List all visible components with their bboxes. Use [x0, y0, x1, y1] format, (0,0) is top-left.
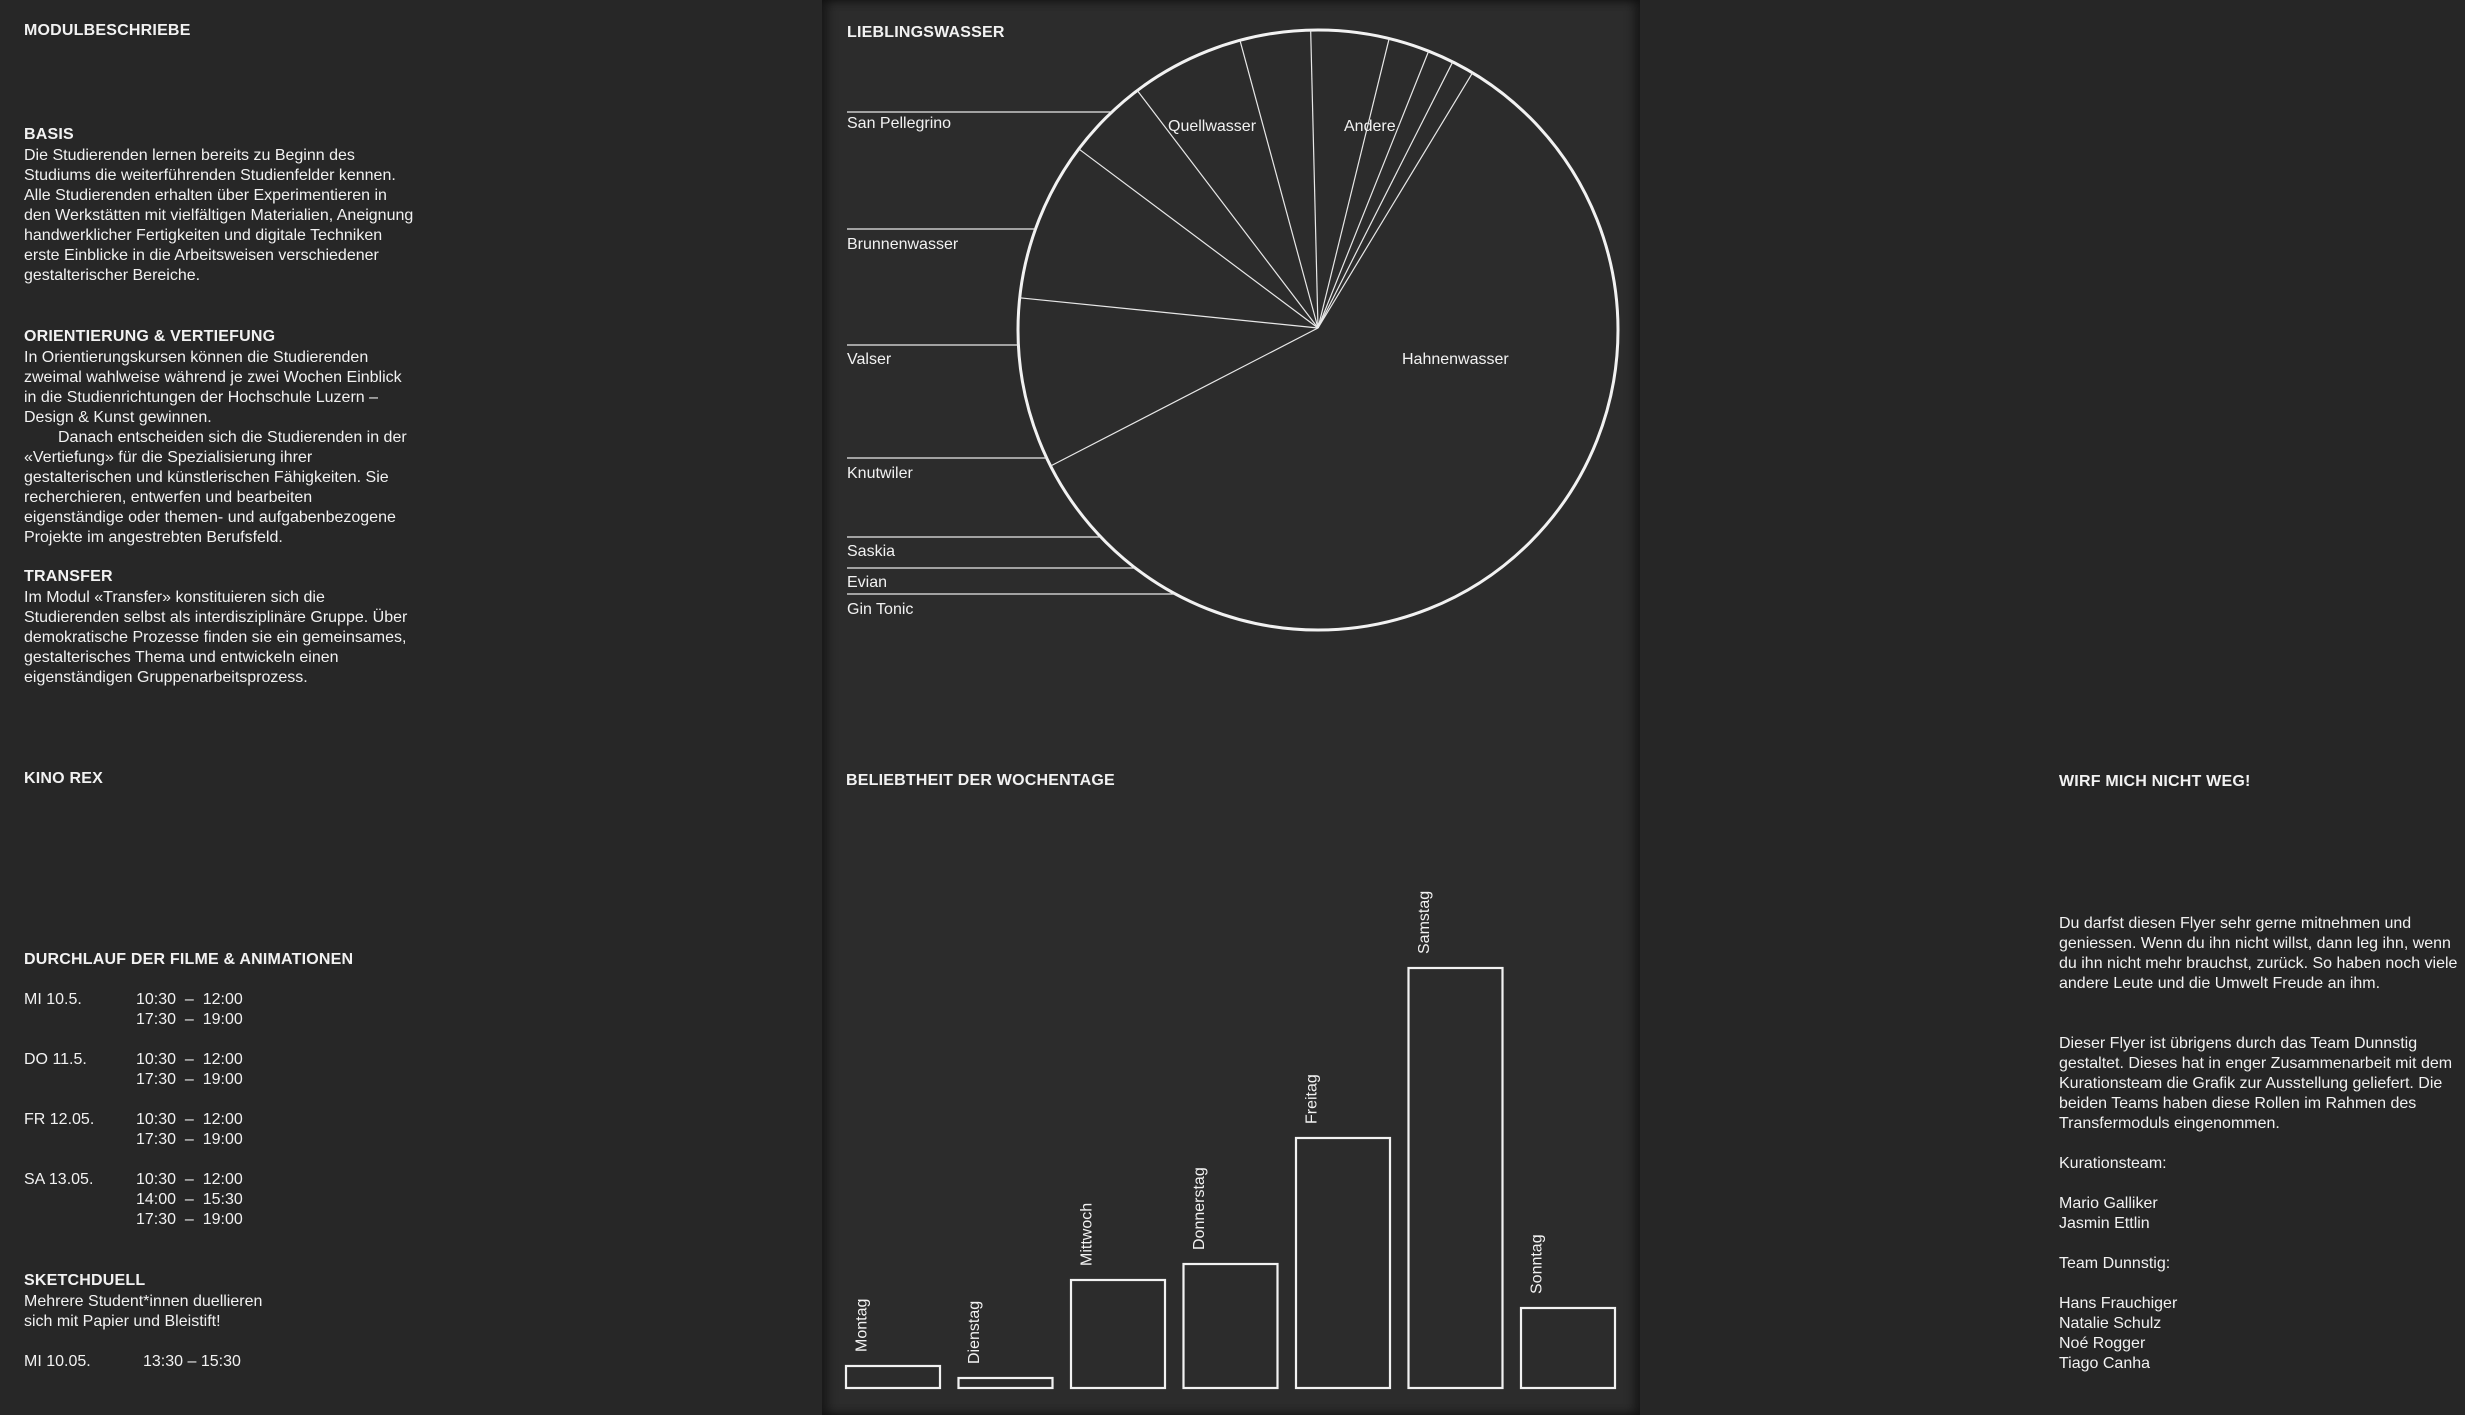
kuration-member: Mario Galliker: [2059, 1195, 2158, 1212]
left-panel: [0, 0, 822, 1415]
section-text-transfer: [24, 588, 414, 688]
paragraph: Die Studierenden lernen bereits zu Beginn des Studiums die weiterführenden Studienfelder kennen. Alle Studierenden erhalten über Experimentieren in den Werkstätten mit vielfältigen Materialien, Aneignung handwerklicher Fertigkeiten und digitale Techniken erste Einblicke in die Arbeitsweisen verschiedener gestalterischer Bereiche.: [24, 147, 414, 284]
schedule-time: 17:30 – 19:00: [136, 1211, 243, 1228]
schedule-day: FR 12.05.: [24, 1111, 95, 1128]
kuration-member: Jasmin Ettlin: [2059, 1215, 2150, 1232]
right-panel: [1640, 0, 2465, 1415]
dunnstig-member: Natalie Schulz: [2059, 1315, 2162, 1332]
section-heading-basis: BASIS: [24, 126, 74, 143]
films-title: DURCHLAUF DER FILME & ANIMATIONEN: [24, 951, 354, 968]
pie-title: LIEBLINGSWASSER: [847, 24, 1005, 41]
pie-slice-label: Hahnenwasser: [1402, 351, 1509, 368]
section-heading-orientierung: ORIENTIERUNG & VERTIEFUNG: [24, 328, 276, 345]
kuration-label: Kurationsteam:: [2059, 1155, 2167, 1172]
section-text-orientierung: [24, 348, 414, 548]
schedule-day: DO 11.5.: [24, 1051, 87, 1068]
dunnstig-member: Noé Rogger: [2059, 1335, 2146, 1352]
dunnstig-label: Team Dunnstig:: [2059, 1255, 2171, 1272]
schedule-time: 10:30 – 12:00: [136, 1171, 243, 1188]
schedule-time: 10:30 – 12:00: [136, 1111, 243, 1128]
kino-title: KINO REX: [24, 770, 103, 787]
pie-slice-label: Valser: [847, 351, 892, 368]
pie-slice-label: Gin Tonic: [847, 601, 914, 618]
bar-label-freitag: Freitag: [1303, 1074, 1321, 1124]
bar-label-montag: Montag: [853, 1298, 871, 1352]
bar-sonntag: [1521, 1308, 1615, 1388]
dunnstig-member: Tiago Canha: [2059, 1355, 2151, 1372]
bar-dienstag: [959, 1378, 1053, 1388]
flyer-paragraph-1: Du darfst diesen Flyer sehr gerne mitnehmen und geniessen. Wenn du ihn nicht willst, dann leg ihn, wenn du ihn nicht mehr brauchst, zurück. So haben noch viele andere Leute und die Umwelt Freude an ihm.: [2059, 915, 2458, 992]
middle-panel: [822, 0, 1640, 1415]
pie-slice-label: Quellwasser: [1168, 118, 1257, 135]
pie-slice-label: Evian: [847, 574, 888, 591]
pie-slice-label: Brunnenwasser: [847, 236, 959, 253]
pie-slice-label: Andere: [1344, 118, 1396, 135]
bar-label-sonntag: Sonntag: [1528, 1234, 1546, 1294]
schedule-day: MI 10.5.: [24, 991, 82, 1008]
schedule-time: 17:30 – 19:00: [136, 1011, 243, 1028]
bar-mittwoch: [1071, 1280, 1165, 1388]
bar-montag: [846, 1366, 940, 1388]
dunnstig-member: Hans Frauchiger: [2059, 1295, 2178, 1312]
bar-samstag: [1409, 968, 1503, 1388]
paragraph: Im Modul «Transfer» konstituieren sich die Studierenden selbst als interdisziplinäre Gruppe. Über demokratische Prozesse finden sie ein gemeinsames, gestalterisches Thema und entwickeln einen eigenständigen Gruppenarbeitsprozess.: [24, 589, 408, 686]
schedule-time: 14:00 – 15:30: [136, 1191, 243, 1208]
schedule-time: 17:30 – 19:00: [136, 1131, 243, 1148]
sketch-title: SKETCHDUELL: [24, 1272, 146, 1289]
schedule-day: SA 13.05.: [24, 1171, 94, 1188]
paragraph: Danach entscheiden sich die Studierenden in der «Vertiefung» für die Spezialisierung ihrer gestalterischen und künstlerischen Fähigkeiten. Sie recherchieren, entwerfen und bearbeiten eigenständige oder themen- und aufgabenbezogene Projekte im angestrebten Berufsfeld.: [24, 429, 407, 546]
schedule-row: [24, 1050, 243, 1090]
bar-label-mittwoch: Mittwoch: [1078, 1202, 1096, 1266]
section-heading-transfer: TRANSFER: [24, 568, 113, 585]
bar-chart: [822, 0, 1640, 1415]
right-title: WIRF MICH NICHT WEG!: [2059, 773, 2251, 790]
sketch-text-1: Mehrere Student*innen duellieren: [24, 1293, 263, 1310]
module-title: MODULBESCHRIEBE: [24, 22, 191, 39]
schedule-row: [24, 1110, 243, 1150]
schedule-time: 17:30 – 19:00: [136, 1071, 243, 1088]
bar-freitag: [1296, 1138, 1390, 1388]
sketch-time: 13:30 – 15:30: [143, 1353, 241, 1370]
pie-slice-label: Knutwiler: [847, 465, 913, 482]
schedule-time: 10:30 – 12:00: [136, 1051, 243, 1068]
sketch-text-2: sich mit Papier und Bleistift!: [24, 1313, 221, 1330]
paragraph: In Orientierungskursen können die Studierenden zweimal wahlweise während je zwei Wochen Einblick in die Studienrichtungen der Hochschule Luzern – Design & Kunst gewinnen.: [24, 349, 402, 426]
bar-donnerstag: [1184, 1264, 1278, 1388]
bar-label-dienstag: Dienstag: [965, 1300, 983, 1364]
schedule-row: [24, 990, 243, 1030]
bar-title: BELIEBTHEIT DER WOCHENTAGE: [846, 772, 1115, 789]
bar-label-samstag: Samstag: [1415, 890, 1433, 954]
flyer-paragraph-2: Dieser Flyer ist übrigens durch das Team Dunnstig gestaltet. Dieses hat in enger Zusammenarbeit mit dem Kurationsteam die Grafik zur Ausstellung geliefert. Die beiden Teams haben diese Rollen im Rahmen des Transfermoduls eingenommen.: [2059, 1035, 2453, 1132]
bar-label-donnerstag: Donnerstag: [1190, 1167, 1208, 1250]
section-text-basis: [24, 146, 414, 286]
sketch-day: MI 10.05.: [24, 1353, 91, 1370]
schedule-row: [24, 1170, 243, 1230]
schedule-time: 10:30 – 12:00: [136, 991, 243, 1008]
pie-slice-label: Saskia: [847, 543, 896, 560]
pie-slice-label: San Pellegrino: [847, 115, 952, 132]
